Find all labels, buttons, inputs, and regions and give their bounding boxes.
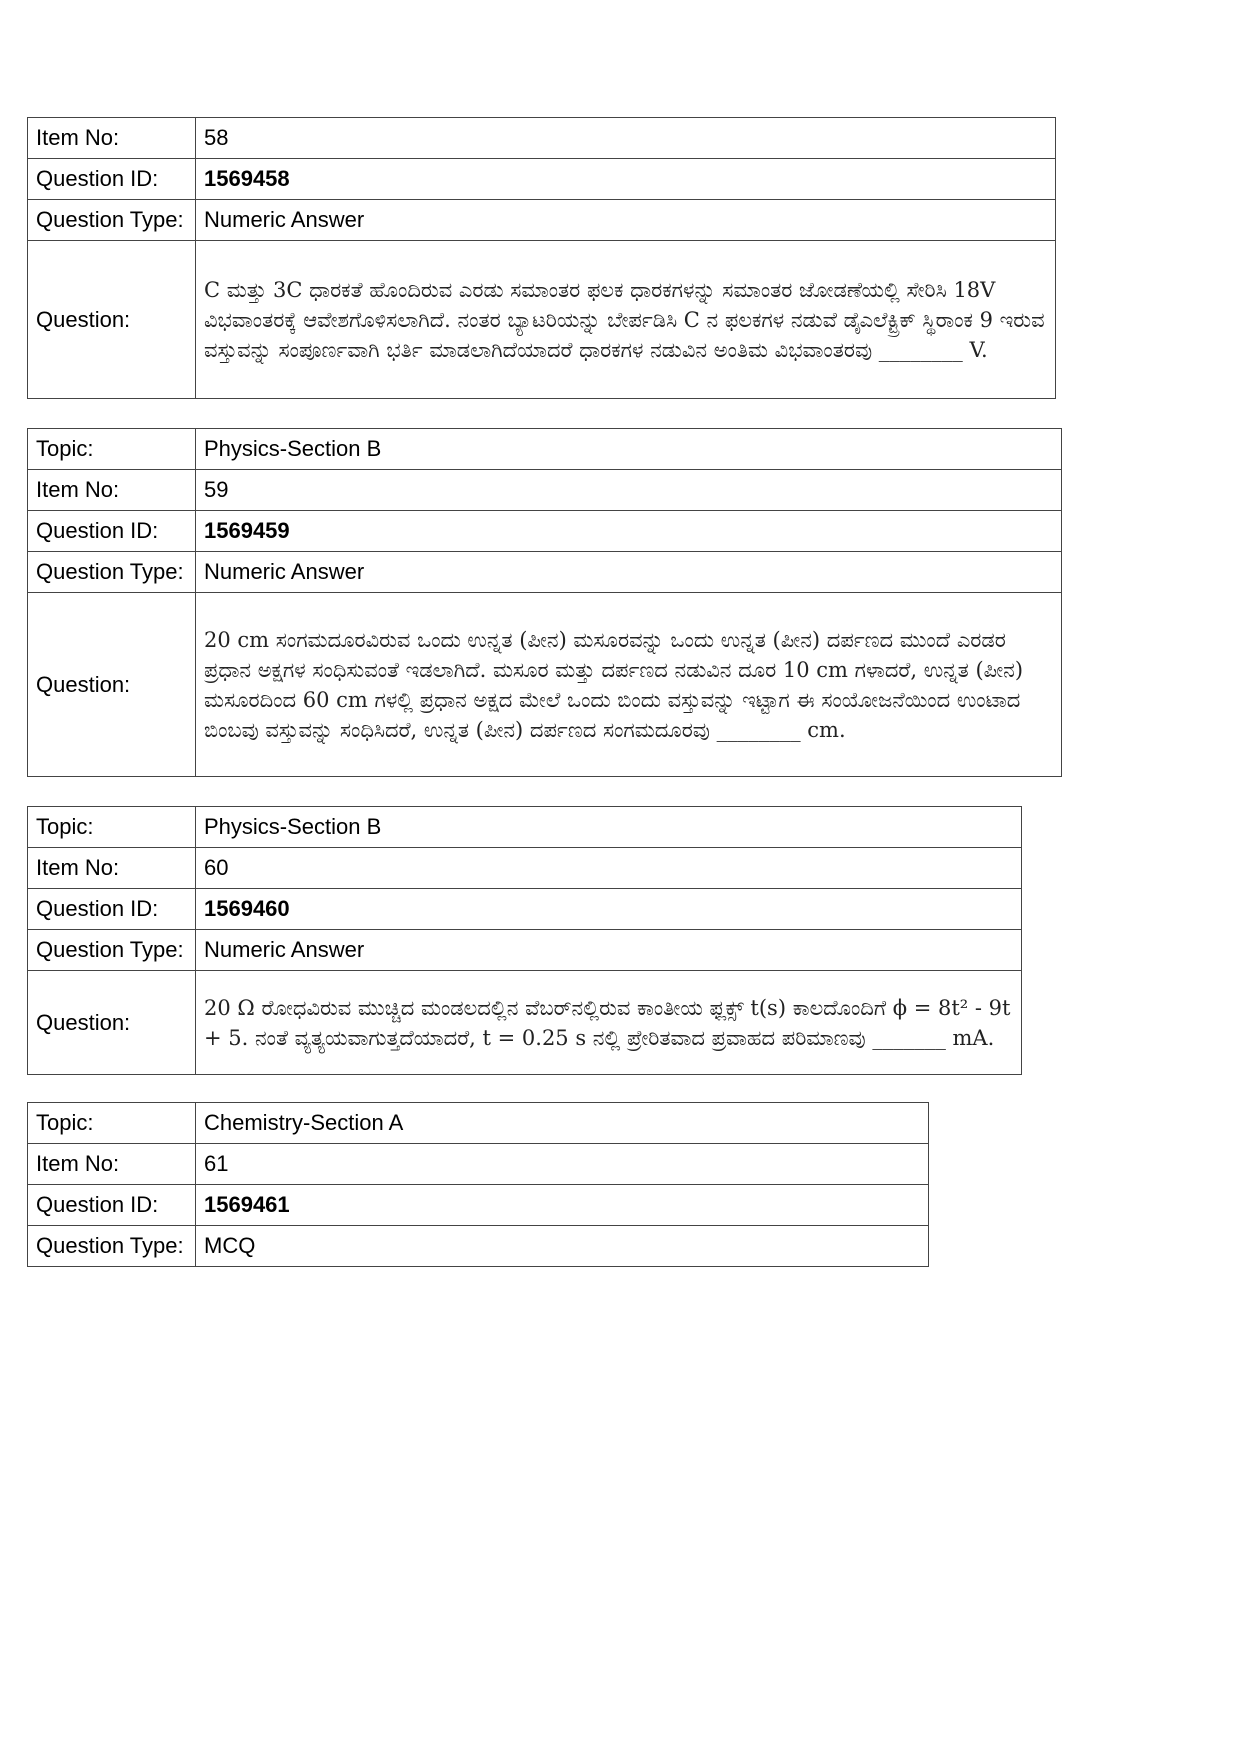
question-table-61: [27, 1102, 929, 1267]
question-table-58: [27, 117, 1056, 399]
question-type-value: Numeric Answer: [196, 552, 1062, 593]
topic-value: Chemistry-Section A: [196, 1103, 929, 1144]
question-type-label: Question Type:: [28, 200, 196, 241]
question-type-row: [28, 552, 1062, 593]
question-row: [28, 241, 1056, 399]
topic-value: Physics-Section B: [196, 429, 1062, 470]
item-no-row: [28, 848, 1022, 889]
question-label: Question:: [28, 241, 196, 399]
question-id-label: Question ID:: [28, 889, 196, 930]
topic-label: Topic:: [28, 429, 196, 470]
question-text: 20 Ω ರೋಧವಿರುವ ಮುಚ್ಚಿದ ಮಂಡಲದಲ್ಲಿನ ವೆಬರ್‌ನಲ್ಲಿರುವ ಕಾಂತೀಯ ಫ್ಲಕ್ಸ್ t(s) ಕಾಲದೊಂದಿಗೆ ϕ = 8t² - 9t + 5. ನಂತೆ ವ್ಯತ್ಯಯವಾಗುತ್ತದೆಯಾದರೆ, t = 0.25 s ನಲ್ಲಿ ಪ್ರೇರಿತವಾದ ಪ್ರವಾಹದ ಪರಿಮಾಣವು _______ mA.: [196, 971, 1022, 1075]
question-text: C ಮತ್ತು 3C ಧಾರಕತೆ ಹೊಂದಿರುವ ಎರಡು ಸಮಾಂತರ ಫಲಕ ಧಾರಕಗಳನ್ನು ಸಮಾಂತರ ಜೋಡಣೆಯಲ್ಲಿ ಸೇರಿಸಿ 18V ವಿಭವಾಂತರಕ್ಕೆ ಆವೇಶಗೊಳಿಸಲಾಗಿದೆ. ನಂತರ ಬ್ಯಾಟರಿಯನ್ನು ಬೇರ್ಪಡಿಸಿ C ನ ಫಲಕಗಳ ನಡುವೆ ಡೈಎಲೆಕ್ಟ್ರಿಕ್ ಸ್ಥಿರಾಂಕ 9 ಇರುವ ವಸ್ತುವನ್ನು ಸಂಪೂರ್ಣವಾಗಿ ಭರ್ತಿ ಮಾಡಲಾಗಿದೆಯಾದರೆ ಧಾರಕಗಳ ನಡುವಿನ ಅಂತಿಮ ವಿಭವಾಂತರವು ________ V.: [196, 241, 1056, 399]
question-id-label: Question ID:: [28, 159, 196, 200]
question-type-value: Numeric Answer: [196, 200, 1056, 241]
question-id-value: 1569460: [196, 889, 1022, 930]
item-no-row: [28, 470, 1062, 511]
item-no-value: 60: [196, 848, 1022, 889]
question-id-value: 1569459: [196, 511, 1062, 552]
question-label: Question:: [28, 593, 196, 777]
item-no-value: 59: [196, 470, 1062, 511]
question-type-value: MCQ: [196, 1226, 929, 1267]
question-type-label: Question Type:: [28, 1226, 196, 1267]
topic-value: Physics-Section B: [196, 807, 1022, 848]
topic-row: [28, 807, 1022, 848]
question-id-label: Question ID:: [28, 1185, 196, 1226]
item-no-label: Item No:: [28, 118, 196, 159]
question-row: [28, 971, 1022, 1075]
item-no-row: [28, 118, 1056, 159]
question-type-row: [28, 200, 1056, 241]
question-id-value: 1569461: [196, 1185, 929, 1226]
question-id-row: [28, 1185, 929, 1226]
topic-row: [28, 1103, 929, 1144]
question-table-59: [27, 428, 1062, 777]
item-no-label: Item No:: [28, 848, 196, 889]
question-label: Question:: [28, 971, 196, 1075]
question-id-label: Question ID:: [28, 511, 196, 552]
item-no-value: 61: [196, 1144, 929, 1185]
question-table-60: [27, 806, 1022, 1075]
topic-label: Topic:: [28, 1103, 196, 1144]
question-type-value: Numeric Answer: [196, 930, 1022, 971]
item-no-value: 58: [196, 118, 1056, 159]
question-id-row: [28, 511, 1062, 552]
question-type-row: [28, 1226, 929, 1267]
topic-label: Topic:: [28, 807, 196, 848]
question-id-row: [28, 159, 1056, 200]
question-id-value: 1569458: [196, 159, 1056, 200]
question-text: 20 cm ಸಂಗಮದೂರವಿರುವ ಒಂದು ಉನ್ನತ (ಪೀನ) ಮಸೂರವನ್ನು ಒಂದು ಉನ್ನತ (ಪೀನ) ದರ್ಪಣದ ಮುಂದೆ ಎರಡರ ಪ್ರಧಾನ ಅಕ್ಷಗಳ ಸಂಧಿಸುವಂತೆ ಇಡಲಾಗಿದೆ. ಮಸೂರ ಮತ್ತು ದರ್ಪಣದ ನಡುವಿನ ದೂರ 10 cm ಗಳಾದರೆ, ಉನ್ನತ (ಪೀನ) ಮಸೂರದಿಂದ 60 cm ಗಳಲ್ಲಿ ಪ್ರಧಾನ ಅಕ್ಷದ ಮೇಲೆ ಒಂದು ಬಿಂದು ವಸ್ತುವನ್ನು ಇಟ್ಟಾಗ ಈ ಸಂಯೋಜನೆಯಿಂದ ಉಂಟಾದ ಬಿಂಬವು ವಸ್ತುವನ್ನು ಸಂಧಿಸಿದರೆ, ಉನ್ನತ (ಪೀನ) ದರ್ಪಣದ ಸಂಗಮದೂರವು ________ cm.: [196, 593, 1062, 777]
item-no-row: [28, 1144, 929, 1185]
question-type-label: Question Type:: [28, 930, 196, 971]
question-type-row: [28, 930, 1022, 971]
question-type-label: Question Type:: [28, 552, 196, 593]
question-row: [28, 593, 1062, 777]
item-no-label: Item No:: [28, 1144, 196, 1185]
topic-row: [28, 429, 1062, 470]
item-no-label: Item No:: [28, 470, 196, 511]
question-id-row: [28, 889, 1022, 930]
